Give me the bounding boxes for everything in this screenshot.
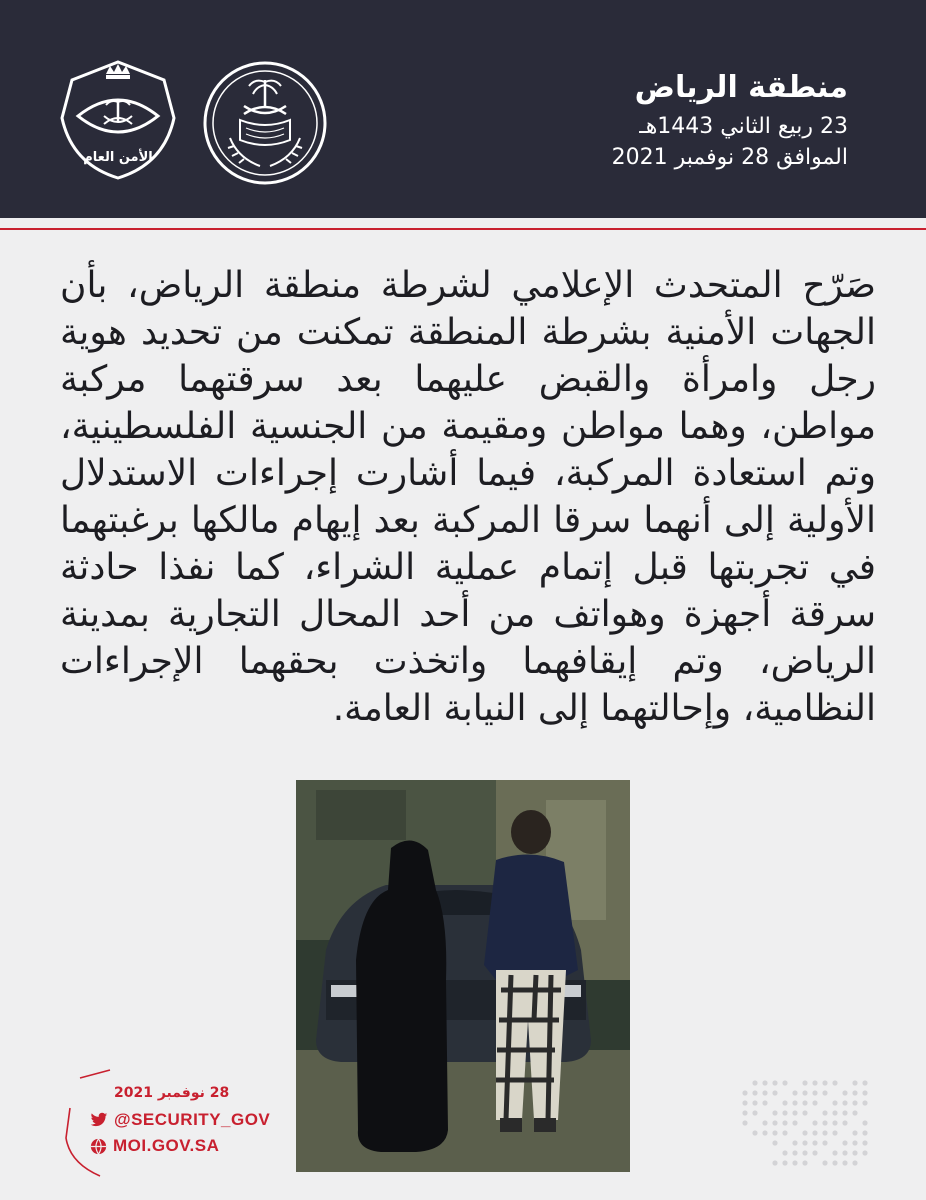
pattern-dot <box>752 1130 757 1135</box>
pattern-dot <box>852 1140 857 1145</box>
footer-badge <box>60 1068 320 1178</box>
pattern-dot <box>752 1090 757 1095</box>
pattern-dot <box>772 1160 777 1165</box>
pattern-dot <box>822 1080 827 1085</box>
footer-date: 28 نوفمبر 2021 <box>114 1085 230 1101</box>
pattern-dot <box>852 1110 857 1115</box>
pattern-dot <box>842 1120 847 1125</box>
pattern-dot <box>802 1130 807 1135</box>
pattern-dot <box>792 1110 797 1115</box>
ministry-emblem-icon <box>200 58 330 188</box>
pattern-dot <box>822 1140 827 1145</box>
pattern-dot <box>742 1090 747 1095</box>
accent-divider <box>0 228 926 230</box>
pattern-dot <box>772 1080 777 1085</box>
pattern-dot <box>842 1110 847 1115</box>
pattern-dot <box>782 1110 787 1115</box>
pattern-dot <box>832 1120 837 1125</box>
pattern-dot <box>772 1090 777 1095</box>
twitter-icon <box>90 1112 108 1128</box>
dotted-pattern-icon <box>740 1078 870 1168</box>
pattern-dot <box>782 1150 787 1155</box>
pattern-dot <box>842 1090 847 1095</box>
public-security-emblem-icon <box>54 56 182 184</box>
twitter-handle-row[interactable] <box>90 1110 270 1130</box>
pattern-dot <box>772 1110 777 1115</box>
pattern-dot <box>782 1100 787 1105</box>
suspects-photo <box>296 780 630 1172</box>
pattern-dot <box>822 1110 827 1115</box>
pattern-dot <box>812 1090 817 1095</box>
gregorian-date: الموافق 28 نوفمبر 2021 <box>611 145 848 170</box>
pattern-dot <box>832 1150 837 1155</box>
pattern-dot <box>862 1090 867 1095</box>
pattern-dot <box>782 1160 787 1165</box>
pattern-dot <box>802 1140 807 1145</box>
website-row[interactable] <box>90 1136 219 1156</box>
pattern-dot <box>792 1090 797 1095</box>
pattern-dot <box>762 1080 767 1085</box>
pattern-dot <box>842 1160 847 1165</box>
pattern-dot <box>852 1080 857 1085</box>
pattern-dot <box>782 1080 787 1085</box>
website-url: MOI.GOV.SA <box>113 1136 220 1155</box>
pattern-dot <box>802 1150 807 1155</box>
pattern-dot <box>852 1090 857 1095</box>
pattern-dot <box>742 1120 747 1125</box>
pattern-dot <box>762 1090 767 1095</box>
pattern-dot <box>832 1160 837 1165</box>
pattern-dot <box>772 1140 777 1145</box>
pattern-dot <box>852 1130 857 1135</box>
pattern-dot <box>862 1120 867 1125</box>
pattern-dot <box>802 1090 807 1095</box>
pattern-dot <box>822 1160 827 1165</box>
pattern-dot <box>792 1150 797 1155</box>
pattern-dot <box>842 1140 847 1145</box>
pattern-dot <box>772 1130 777 1135</box>
pattern-dot <box>782 1120 787 1125</box>
twitter-handle: @SECURITY_GOV <box>114 1110 271 1129</box>
pattern-dot <box>772 1120 777 1125</box>
svg-text:الأمن العام: الأمن العام <box>83 150 153 165</box>
pattern-dot <box>862 1150 867 1155</box>
pattern-dot <box>832 1080 837 1085</box>
pattern-dot <box>862 1140 867 1145</box>
pattern-dot <box>852 1100 857 1105</box>
pattern-dot <box>802 1110 807 1115</box>
pattern-dot <box>822 1130 827 1135</box>
pattern-dot <box>802 1100 807 1105</box>
pattern-dot <box>832 1110 837 1115</box>
pattern-dot <box>812 1100 817 1105</box>
pattern-dot <box>832 1130 837 1135</box>
pattern-dot <box>842 1100 847 1105</box>
pattern-dot <box>762 1120 767 1125</box>
pattern-dot <box>792 1100 797 1105</box>
pattern-dot <box>812 1130 817 1135</box>
pattern-dot <box>862 1130 867 1135</box>
pattern-dot <box>822 1120 827 1125</box>
header-bar <box>0 0 926 218</box>
pattern-dot <box>762 1130 767 1135</box>
region-title: منطقة الرياض <box>634 70 848 105</box>
pattern-dot <box>862 1080 867 1085</box>
pattern-dot <box>802 1080 807 1085</box>
pattern-dot <box>852 1160 857 1165</box>
globe-icon <box>90 1138 107 1155</box>
pattern-dot <box>852 1150 857 1155</box>
pattern-dot <box>762 1100 767 1105</box>
pattern-dot <box>812 1140 817 1145</box>
pattern-dot <box>792 1120 797 1125</box>
pattern-dot <box>752 1100 757 1105</box>
pattern-dot <box>752 1080 757 1085</box>
pattern-dot <box>792 1160 797 1165</box>
pattern-dot <box>782 1130 787 1135</box>
pattern-dot <box>862 1100 867 1105</box>
pattern-dot <box>802 1160 807 1165</box>
pattern-dot <box>822 1090 827 1095</box>
statement-paragraph: صَرّح المتحدث الإعلامي لشرطة منطقة الرياض، بأن الجهات الأمنية بشرطة المنطقة تمكنت من تحديد هوية رجل وامرأة والقبض عليهما بعد سرقتهما مركبة مواطن، وهما مواطن ومقيمة من الجنسية الفلسطينية، وتم استعادة المركبة، فيما أشارت إجراءات الاستدلال الأولية إلى أنهما سرقا المركبة بعد إيهام مالكها برغبتهما في تجربتها قبل إتمام عملية الشراء، كما نفذا حادثة سرقة أجهزة وهواتف من أحد المحال التجارية بمدينة الرياض، وتم إيقافهما واتخذت بحقهما الإجراءات النظامية، وإحالتهما إلى النيابة العامة. <box>60 265 876 729</box>
pattern-dot <box>792 1140 797 1145</box>
pattern-dot <box>812 1080 817 1085</box>
pattern-dot <box>812 1120 817 1125</box>
pattern-dot <box>842 1150 847 1155</box>
pattern-dot <box>812 1150 817 1155</box>
pattern-dot <box>742 1110 747 1115</box>
hijri-date: 23 ربيع الثاني 1443هـ <box>639 114 848 139</box>
pattern-dot <box>742 1100 747 1105</box>
pattern-dot <box>832 1100 837 1105</box>
pattern-dot <box>752 1110 757 1115</box>
